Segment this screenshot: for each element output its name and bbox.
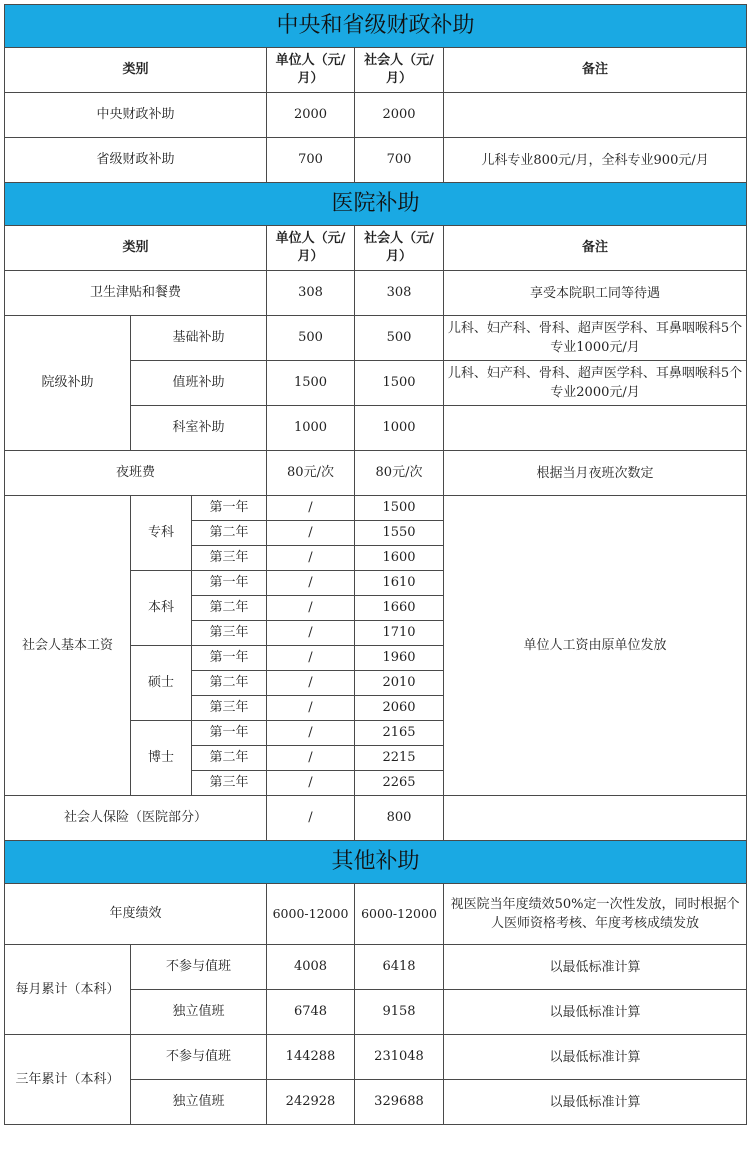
unit-value: 4008 <box>267 945 355 990</box>
degree-label: 博士 <box>131 721 192 796</box>
unit-value: / <box>267 771 355 796</box>
group-label: 社会人基本工资 <box>5 496 131 796</box>
row-label: 科室补助 <box>131 406 267 451</box>
social-value: 1000 <box>355 406 444 451</box>
note <box>444 93 747 138</box>
header-note: 备注 <box>444 48 747 93</box>
note: 以最低标准计算 <box>444 945 747 990</box>
social-value: 6418 <box>355 945 444 990</box>
social-value: 1610 <box>355 571 444 596</box>
table-row <box>5 884 747 945</box>
unit-value: / <box>267 646 355 671</box>
year-label: 第三年 <box>192 546 267 571</box>
year-label: 第一年 <box>192 571 267 596</box>
group-label: 每月累计（本科） <box>5 945 131 1035</box>
row-label: 独立值班 <box>131 990 267 1035</box>
social-value: 1500 <box>355 361 444 406</box>
social-value: 1600 <box>355 546 444 571</box>
social-value: 6000-12000 <box>355 884 444 945</box>
degree-label: 本科 <box>131 571 192 646</box>
table-row <box>5 93 747 138</box>
year-label: 第二年 <box>192 521 267 546</box>
note: 儿科专业800元/月，全科专业900元/月 <box>444 138 747 183</box>
table-row <box>5 496 747 521</box>
group-label: 三年累计（本科） <box>5 1035 131 1125</box>
year-label: 第一年 <box>192 496 267 521</box>
note: 享受本院职工同等待遇 <box>444 271 747 316</box>
year-label: 第二年 <box>192 596 267 621</box>
note: 单位人工资由原单位发放 <box>444 496 747 796</box>
note: 根据当月夜班次数定 <box>444 451 747 496</box>
row-label: 中央财政补助 <box>5 93 267 138</box>
social-value: 1960 <box>355 646 444 671</box>
table-row <box>5 138 747 183</box>
note: 儿科、妇产科、骨科、超声医学科、耳鼻咽喉科5个专业1000元/月 <box>444 316 747 361</box>
unit-value: 1000 <box>267 406 355 451</box>
unit-value: 2000 <box>267 93 355 138</box>
subsidy-table <box>4 4 747 1125</box>
social-value: 1710 <box>355 621 444 646</box>
unit-value: / <box>267 571 355 596</box>
table-row <box>5 5 747 48</box>
social-value: 1550 <box>355 521 444 546</box>
row-label: 卫生津贴和餐费 <box>5 271 267 316</box>
unit-value: 500 <box>267 316 355 361</box>
unit-value: / <box>267 671 355 696</box>
social-value: 2010 <box>355 671 444 696</box>
unit-value: / <box>267 546 355 571</box>
year-label: 第二年 <box>192 746 267 771</box>
unit-value: 144288 <box>267 1035 355 1080</box>
social-value: 80元/次 <box>355 451 444 496</box>
table-row <box>5 451 747 496</box>
year-label: 第二年 <box>192 671 267 696</box>
header-note: 备注 <box>444 226 747 271</box>
social-value: 1500 <box>355 496 444 521</box>
note: 儿科、妇产科、骨科、超声医学科、耳鼻咽喉科5个专业2000元/月 <box>444 361 747 406</box>
note <box>444 796 747 841</box>
row-label: 不参与值班 <box>131 1035 267 1080</box>
row-label: 独立值班 <box>131 1080 267 1125</box>
unit-value: / <box>267 721 355 746</box>
social-value: 308 <box>355 271 444 316</box>
table-row <box>5 796 747 841</box>
social-value: 231048 <box>355 1035 444 1080</box>
unit-value: 1500 <box>267 361 355 406</box>
social-value: 2165 <box>355 721 444 746</box>
row-label: 夜班费 <box>5 451 267 496</box>
social-value: 9158 <box>355 990 444 1035</box>
table-row <box>5 1035 747 1080</box>
group-label: 院级补助 <box>5 316 131 451</box>
note: 以最低标准计算 <box>444 990 747 1035</box>
row-label: 年度绩效 <box>5 884 267 945</box>
table-row <box>5 316 747 361</box>
social-value: 2215 <box>355 746 444 771</box>
social-value: 2060 <box>355 696 444 721</box>
row-label: 不参与值班 <box>131 945 267 990</box>
unit-value: 6000-12000 <box>267 884 355 945</box>
note: 以最低标准计算 <box>444 1035 747 1080</box>
section-title-other: 其他补助 <box>5 841 747 884</box>
row-label: 值班补助 <box>131 361 267 406</box>
unit-value: / <box>267 621 355 646</box>
header-social: 社会人（元/月） <box>355 48 444 93</box>
unit-value: 242928 <box>267 1080 355 1125</box>
unit-value: 700 <box>267 138 355 183</box>
social-value: 500 <box>355 316 444 361</box>
unit-value: / <box>267 521 355 546</box>
table-row <box>5 226 747 271</box>
unit-value: / <box>267 796 355 841</box>
social-value: 700 <box>355 138 444 183</box>
header-social: 社会人（元/月） <box>355 226 444 271</box>
degree-label: 专科 <box>131 496 192 571</box>
note: 以最低标准计算 <box>444 1080 747 1125</box>
social-value: 2000 <box>355 93 444 138</box>
degree-label: 硕士 <box>131 646 192 721</box>
unit-value: / <box>267 696 355 721</box>
header-category: 类别 <box>5 226 267 271</box>
section-title-central: 中央和省级财政补助 <box>5 5 747 48</box>
header-unit: 单位人（元/月） <box>267 48 355 93</box>
unit-value: 308 <box>267 271 355 316</box>
social-value: 2265 <box>355 771 444 796</box>
header-unit: 单位人（元/月） <box>267 226 355 271</box>
note <box>444 406 747 451</box>
year-label: 第一年 <box>192 646 267 671</box>
table-row <box>5 48 747 93</box>
unit-value: 80元/次 <box>267 451 355 496</box>
unit-value: 6748 <box>267 990 355 1035</box>
table-row <box>5 841 747 884</box>
unit-value: / <box>267 596 355 621</box>
unit-value: / <box>267 746 355 771</box>
table-row <box>5 271 747 316</box>
subsidy-table-body <box>5 5 747 1125</box>
row-label: 基础补助 <box>131 316 267 361</box>
social-value: 800 <box>355 796 444 841</box>
row-label: 社会人保险（医院部分） <box>5 796 267 841</box>
section-title-hospital: 医院补助 <box>5 183 747 226</box>
table-row <box>5 183 747 226</box>
row-label: 省级财政补助 <box>5 138 267 183</box>
year-label: 第三年 <box>192 771 267 796</box>
table-row <box>5 945 747 990</box>
year-label: 第三年 <box>192 621 267 646</box>
unit-value: / <box>267 496 355 521</box>
year-label: 第三年 <box>192 696 267 721</box>
note: 视医院当年度绩效50%定一次性发放，同时根据个人医师资格考核、年度考核成绩发放 <box>444 884 747 945</box>
year-label: 第一年 <box>192 721 267 746</box>
header-category: 类别 <box>5 48 267 93</box>
social-value: 329688 <box>355 1080 444 1125</box>
social-value: 1660 <box>355 596 444 621</box>
